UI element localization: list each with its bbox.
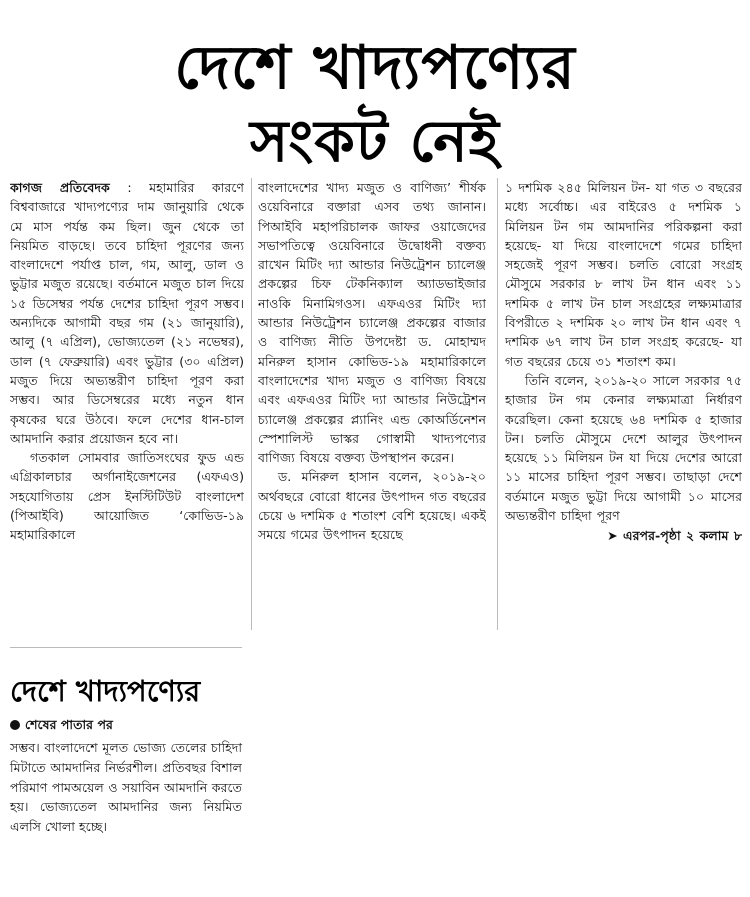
continuation-body: সম্ভব। বাংলাদেশে মূলত ভোজ্য তেলের চাহিদা মিটাতে আমদানির নির্ভরশীল। প্রতিবছর বিশাল পরিমাণ পামঅয়েল ও সয়াবিন আমদানি করতে হয়। ভোজ্যতেল আমদানির জন্য নিয়মিত এলসি খোলা হচ্ছে।: [10, 740, 242, 835]
continuation-title: দেশে খাদ্যপণ্যের: [10, 674, 201, 708]
column-divider-2: [497, 178, 498, 630]
article-paragraph: বাংলাদেশের খাদ্য মজুত ও বাণিজ্য’ শীর্ষক ওয়েবিনারে বক্তারা এসব তথ্য জানান। পিআইবি মহাপরিচালক জাফর ওয়াজেদের সভাপতিত্বে ওয়েবিনারে উদ্বোধনী বক্তব্য রাখেন মিটিং দ্যা আন্ডার নিউট্রেশন চ্যালেঞ্জ প্রকল্পের চিফ টেকনিক্যাল অ্যাডভাইজার নাওকি মিনামিগওস। এফএওর মিটিং দ্যা আন্ডার নিউট্রেশন চ্যালেঞ্জ প্রকল্পের বাজার ও বাণিজ্য নীতি উপদেষ্টা ড. মোহাম্মদ মনিরুল হাসান কোভিড-১৯ মহামারিকালে বাংলাদেশের খাদ্য মজুত ও বাণিজ্য বিষয়ে এবং এফএওর মিটিং দ্যা আন্ডার নিউট্রেশন চ্যালেঞ্জ প্রকল্পের প্ল্যানিং এন্ড কোঅর্ডিনেশন স্পেশালিস্ট ভাস্কর গোস্বামী খাদ্যপণ্যের বাণিজ্য বিষয়ে বক্তব্য উপস্থাপন করেন।: [258, 180, 486, 466]
jump-line: ➤ এরপর-পৃষ্ঠা ২ কলাম ৮: [607, 528, 742, 544]
column-divider-1: [251, 178, 252, 630]
section-divider: [10, 647, 242, 648]
byline: কাগজ প্রতিবেদক: [10, 180, 110, 195]
article-paragraph: ড. মনিরুল হাসান বলেন, ২০১৯-২০ অর্থবছরে বোরো ধানের উৎপাদন গত বছরের চেয়ে ৬ দশমিক ৫ শতাংশ বেশি হয়েছে। একই সময়ে গমের উৎপাদন হয়েছে: [258, 469, 486, 543]
article-paragraph: গতকাল সোমবার জাতিসংঘের ফুড এন্ড এগ্রিকালচার অর্গানাইজেশনের (এফএও) সহযোগিতায় প্রেস ইনস্টিটিউট বাংলাদেশ (পিআইবি) আয়োজিত ‘কোভিড-১৯ মহামারিকালে: [10, 450, 244, 543]
continuation-subtitle: [10, 716, 240, 734]
article-column-3: [505, 178, 742, 633]
article-column-2: [258, 178, 486, 633]
bullet-icon: [10, 720, 20, 730]
headline-line-1: দেশে খাদ্যপণ্যের: [174, 33, 576, 103]
article-paragraph: ১ দশমিক ২৪৫ মিলিয়ন টন- যা গত ৩ বছরের মধ্যে সর্বোচ্চ। এর বাইরেও ৫ দশমিক ১ মিলিয়ন টন গম আমদানির পরিকল্পনা করা হয়েছে- যা দিয়ে বাংলাদেশে গমের চাহিদা সহজেই পূরণ সম্ভব। চলতি বোরো সংগ্রহ মৌসুমে সরকার ৮ লাখ টন ধান এবং ১১ দশমিক ৫ লাখ টন চাল সংগ্রহের লক্ষ্যমাত্রার বিপরীতে ২ দশমিক ২০ লাখ টন ধান এবং ৭ দশমিক ৬৭ লাখ টন চাল সংগ্রহ করেছে- যা গত বছরের চেয়ে ৩১ শতাংশ কম।: [505, 180, 742, 369]
article-paragraph: তিনি বলেন, ২০১৯-২০ সালে সরকার ৭৫ হাজার টন গম কেনার লক্ষ্যমাত্রা নির্ধারণ করেছিল। কেনা হয়েছে ৬৪ দশমিক ৫ হাজার টন। চলতি মৌসুমে দেশে আলুর উৎপাদন হয়েছে ১১ মিলিয়ন টন যা দিয়ে দেশের আরো ১১ মাসের চাহিদা পূরণ সম্ভব। তাছাড়া দেশে বর্তমানে মজুত ভুট্টা দিয়ে আগামী ১০ মাসের অভ্যন্তরীণ চাহিদা পূরণ: [505, 372, 742, 524]
continuation-subtitle-text: শেষের পাতার পর: [25, 717, 113, 732]
article-column-1: [10, 178, 244, 633]
article-paragraph: কাগজ প্রতিবেদক : মহামারির কারণে বিশ্ববাজারে খাদ্যপণ্যের দাম জানুয়ারি থেকে মে মাস পর্যন্ত কম ছিল। জুন থেকে তা নিয়মিত বাড়ছে। তবে চাহিদা পূরণের জন্য বাংলাদেশে পর্যাপ্ত চাল, গম, আলু, ডাল ও ভুট্টার মজুত রয়েছে। বর্তমানে মজুত চাল দিয়ে ১৫ ডিসেম্বর পর্যন্ত দেশের চাহিদা পূরণ সম্ভব। অন্যদিকে আগামী বছর গম (২১ জানুয়ারি), আলু (৭ এপ্রিল), ভোজ্যতেল (২১ নভেম্বর), ডাল (৭ ফেব্রুয়ারি) এবং ভুট্টার (৩০ এপ্রিল) মজুত দিয়ে অভ্যন্তরীণ চাহিদা পূরণ করা সম্ভব। আর ডিসেম্বরের মধ্যে নতুন ধান কৃষকের ঘরে উঠবে। ফলে দেশের ধান-চাল আমদানি করার প্রয়োজন হবে না।: [10, 180, 244, 446]
headline-line-2: সংকট নেই: [250, 107, 500, 175]
paragraph-text: মহামারির কারণে বিশ্ববাজারে খাদ্যপণ্যের দাম জানুয়ারি থেকে মে মাস পর্যন্ত কম ছিল। জুন থেকে তা নিয়মিত বাড়ছে। তবে চাহিদা পূরণের জন্য বাংলাদেশে পর্যাপ্ত চাল, গম, আলু, ডাল ও ভুট্টার মজুত রয়েছে। বর্তমানে মজুত চাল দিয়ে ১৫ ডিসেম্বর পর্যন্ত দেশের চাহিদা পূরণ সম্ভব। অন্যদিকে আগামী বছর গম (২১ জানুয়ারি), আলু (৭ এপ্রিল), ভোজ্যতেল (২১ নভেম্বর), ডাল (৭ ফেব্রুয়ারি) এবং ভুট্টার (৩০ এপ্রিল) মজুত দিয়ে অভ্যন্তরীণ চাহিদা পূরণ করা সম্ভব। আর ডিসেম্বরের মধ্যে নতুন ধান কৃষকের ঘরে উঠবে। ফলে দেশের ধান-চাল আমদানি করার প্রয়োজন হবে না।: [10, 180, 244, 446]
